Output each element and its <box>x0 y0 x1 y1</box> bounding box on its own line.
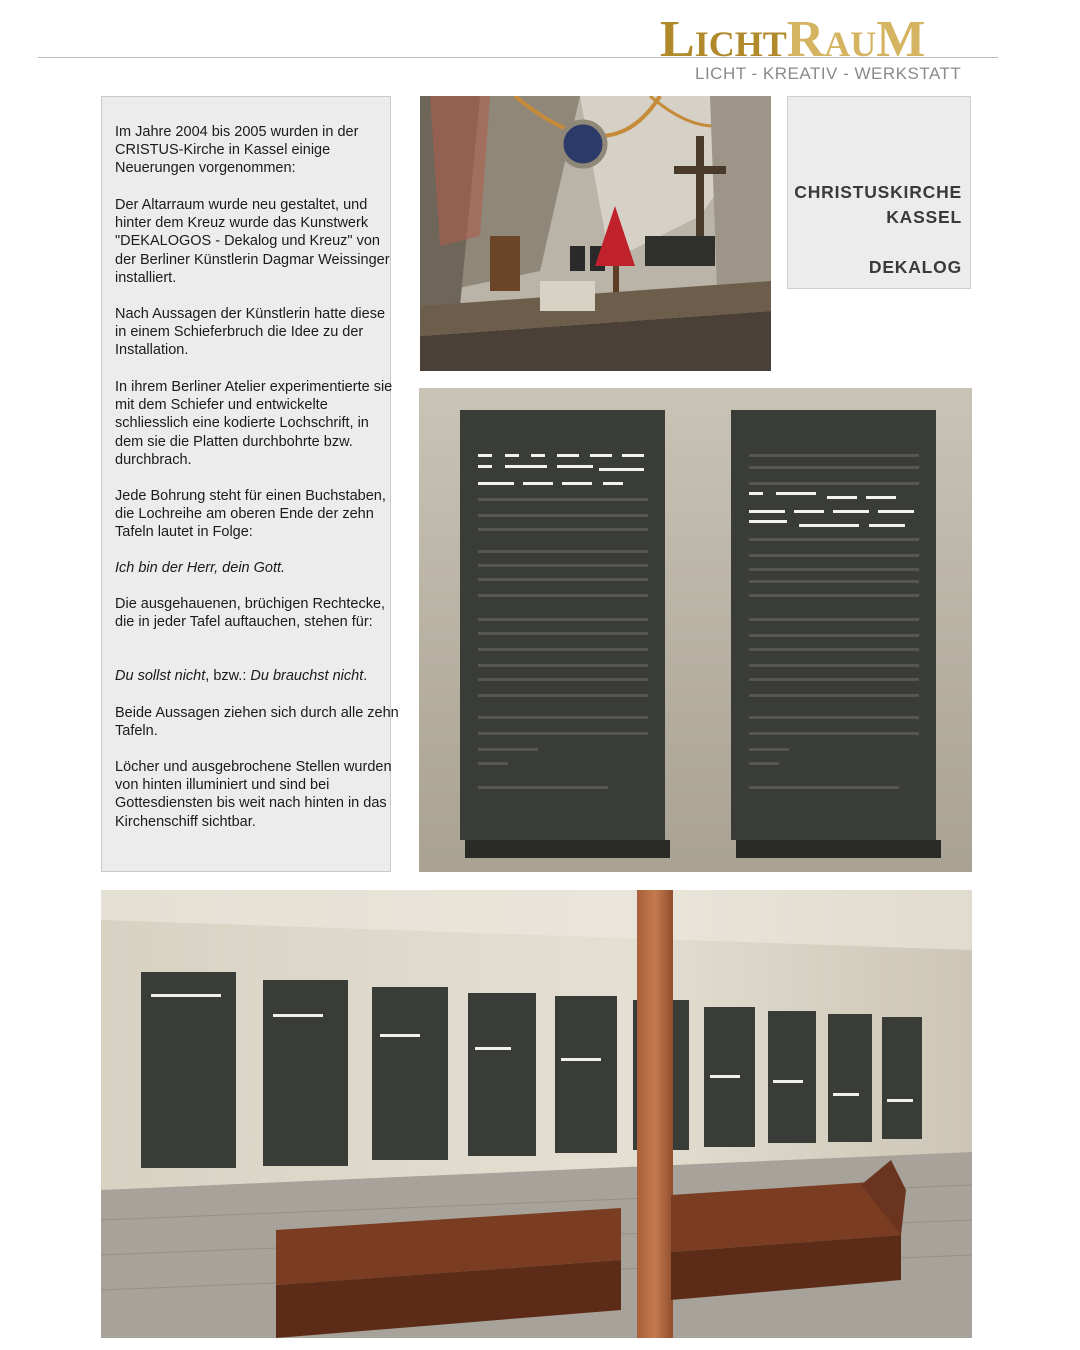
title-kassel: KASSEL <box>886 207 962 227</box>
slate-panels-closeup-photo <box>419 388 972 872</box>
paragraph-quote: Ich bin der Herr, dein Gott. <box>115 560 286 576</box>
article-text-box <box>101 96 399 872</box>
paragraph-du-sollst: Du sollst nicht, bzw.: Du brauchst nicht. <box>115 668 368 684</box>
paragraph-atelier: In ihrem Berliner Atelier experimentierte sie mit dem Schiefer und entwickelte schliesslich eine kodierte Lochschrift, in dem sie die Platten durchbohrte bzw. durchbrach. <box>115 379 393 468</box>
paragraph-aussagen: Beide Aussagen ziehen sich durch alle zehn Tafeln. <box>115 705 399 740</box>
lichtraum-logo: LICHTRAUM <box>660 11 926 68</box>
paragraph-schieferbruch: Nach Aussagen der Künstlerin hatte diese in einem Schieferbruch die Idee zu der Installation. <box>115 306 386 359</box>
paragraph-illuminiert: Löcher und ausgebrochene Stellen wurden von hinten illuminiert und sind bei Gottesdiensten bis weit nach hinten in das Kirchenschiff sichtbar. <box>115 759 392 830</box>
paragraph-rechtecke: Die ausgehauenen, brüchigen Rechtecke, die in jeder Tafel auftauchen, stehen für: <box>115 596 386 631</box>
logo-tagline: LICHT - KREATIV - WERKSTATT <box>695 64 962 83</box>
installation-wide-photo <box>101 890 972 1338</box>
title-box <box>787 96 971 289</box>
paragraph-bohrung: Jede Bohrung steht für einen Buchstaben, die Lochreihe am oberen Ende der zehn Tafeln lautet in Folge: <box>115 488 386 541</box>
title-christuskirche: CHRISTUSKIRCHE <box>794 182 962 202</box>
paragraph-intro: Im Jahre 2004 bis 2005 wurden in der CRISTUS-Kirche in Kassel einige Neuerungen vorgenommen: <box>115 124 359 177</box>
church-interior-photo <box>420 96 771 371</box>
paragraph-altarraum: Der Altarraum wurde neu gestaltet, und hinter dem Kreuz wurde das Kunstwerk "DEKALOGOS - Dekalog und Kreuz" von der Berliner Künstlerin Dagmar Weissinger installiert. <box>115 197 390 286</box>
title-dekalog: DEKALOG <box>868 257 962 277</box>
